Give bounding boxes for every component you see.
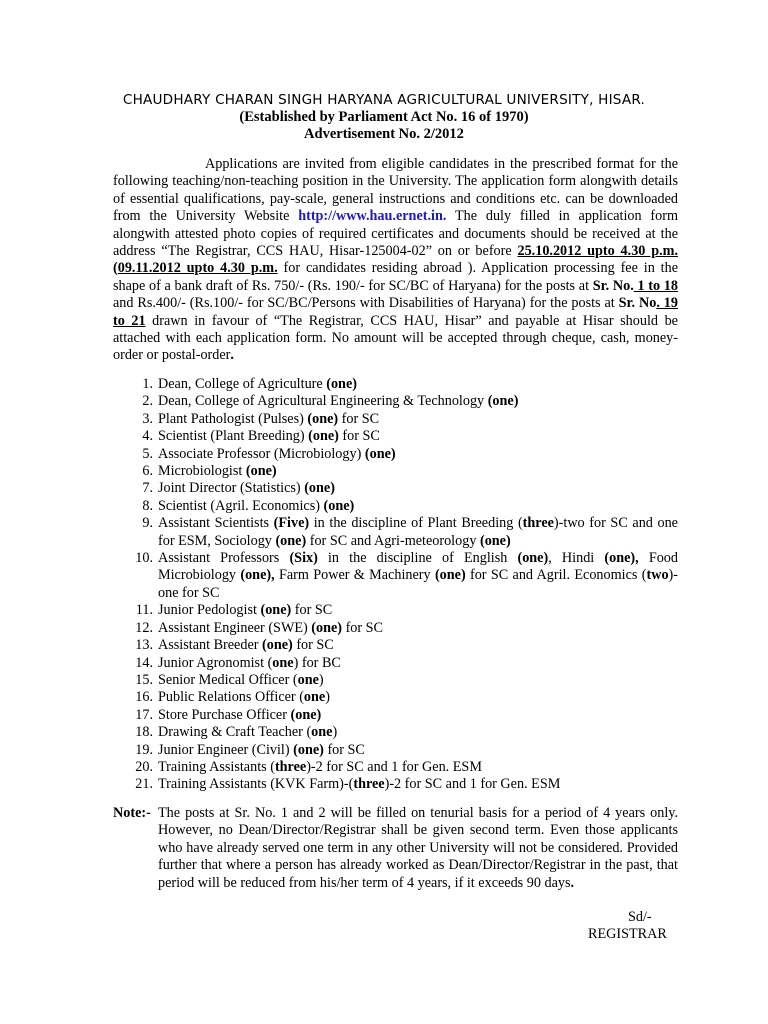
intro-text: and Rs.400/- (Rs.100/- for SC/BC/Persons with Disabilities of Haryana) for the posts at	[113, 295, 619, 312]
note-label: Note:-	[113, 805, 151, 821]
signature-title: REGISTRAR	[588, 926, 667, 942]
item-count: (one)	[293, 741, 324, 758]
item-count: (one)	[311, 619, 343, 636]
item-count: (one)	[364, 445, 396, 462]
item-count: (one)	[479, 532, 511, 549]
website-link[interactable]: http://www.hau.ernet.in.	[298, 208, 447, 225]
intro-text: .	[230, 347, 234, 364]
list-item	[113, 742, 678, 759]
item-count: (one)	[307, 410, 339, 427]
item-text: )	[332, 724, 338, 741]
list-item	[113, 446, 678, 463]
university-name: CHAUDHARY CHARAN SINGH HARYANA AGRICULTURAL UNIVERSITY, HISAR.	[122, 92, 646, 108]
note-section	[113, 805, 678, 892]
item-text: )-two for SC and one for ESM, Sociology	[158, 515, 678, 549]
item-text: in the discipline of Plant Breeding (	[309, 515, 523, 532]
item-number: 9.	[142, 515, 153, 532]
item-number: 10.	[135, 550, 153, 567]
list-item	[113, 411, 678, 428]
item-count: (one)	[487, 393, 519, 410]
item-text: for SC	[342, 619, 384, 636]
item-text: for SC	[338, 428, 380, 445]
established-line: (Established by Parliament Act No. 16 of 1970)	[239, 109, 529, 125]
item-number: 7.	[142, 480, 153, 497]
item-number: 19.	[135, 741, 153, 758]
item-number: 20.	[135, 758, 153, 775]
item-count: (one)	[434, 567, 466, 584]
list-item	[113, 724, 678, 741]
item-text: for SC and Agril. Economics (	[465, 567, 647, 584]
item-text: Assistant Breeder	[158, 637, 263, 654]
item-number: 3.	[142, 410, 153, 427]
list-item	[113, 637, 678, 654]
list-item	[113, 776, 678, 793]
item-count: (one)	[260, 602, 292, 619]
intro-text: drawn in favour of “The Registrar, CCS HAU, Hisar” and payable at Hisar should be attached with each application form. No amount will be accepted through cheque, cash, money-order or postal-order	[113, 312, 678, 364]
list-item	[113, 428, 678, 445]
item-text: ) for BC	[293, 654, 341, 671]
deadline-date-abroad: 09.11.2012 upto 4.30 p.m.	[117, 260, 278, 277]
item-number: 11.	[135, 602, 153, 619]
advertisement-number: Advertisement No. 2/2012	[304, 126, 464, 142]
item-number: 21.	[135, 776, 153, 793]
list-item	[113, 393, 678, 410]
item-count: (one)	[326, 376, 357, 392]
item-count: (one)	[323, 497, 355, 514]
intro-text: Applications are invited from eligible candidates in the prescribed format for the following teaching/non-teaching position in the University. The application form alongwith details of essential qualifications, pay-scale, general instructions and conditions etc. can be downloaded from the University Website	[113, 156, 678, 225]
item-number: 1.	[142, 376, 153, 392]
item-count: (Six)	[289, 550, 318, 567]
item-text: )	[325, 689, 330, 706]
list-item	[113, 550, 678, 602]
item-text: Drawing & Craft Teacher (	[158, 724, 312, 741]
item-number: 12.	[135, 619, 153, 636]
note-body: The posts at Sr. No. 1 and 2 will be filled on tenurial basis for a period of 4 years only. However, no Dean/Director/Registrar shall be given second term. Even those applicants who have already served one term in any other University will not be considered. Provided further that where a person has already worked as Dean/Director/Registrar in the past, that period will be reduced from his/her term of 4 years, if it exceeds 90 days	[158, 805, 678, 891]
posts-list	[113, 376, 678, 794]
item-text: )	[318, 671, 324, 688]
item-text: Training Assistants (KVK Farm)-(	[158, 776, 354, 793]
item-count: one	[311, 724, 333, 741]
item-text: )-2 for SC and 1 for Gen. ESM	[306, 758, 482, 775]
item-count: (one),	[604, 550, 639, 567]
item-count: three	[353, 776, 385, 793]
item-text: Joint Director (Statistics)	[158, 480, 305, 497]
item-text: in the discipline of English	[317, 550, 518, 567]
intro-text: (	[113, 260, 118, 277]
item-count: one	[297, 671, 319, 688]
signature-mark: Sd/-	[628, 909, 652, 925]
deadline-date: 25.10.2012 upto 4.30 p.m.	[517, 243, 678, 260]
sr-no-range: 1 to 18	[633, 277, 678, 294]
item-number: 16.	[135, 689, 153, 706]
item-number: 4.	[142, 428, 153, 445]
list-item	[113, 672, 678, 689]
item-text: Scientist (Agril. Economics)	[158, 497, 324, 514]
item-text: Associate Professor (Microbiology)	[158, 445, 365, 462]
item-count: (one)	[308, 428, 339, 445]
intro-text: for candidates residing abroad ). Application processing fee in the shape of a bank draft of Rs. 750/- (Rs. 190/- for SC/BC of Haryana) for the posts at	[113, 260, 679, 294]
intro-paragraph	[113, 156, 678, 365]
note-text	[158, 805, 678, 892]
item-text: Plant Pathologist (Pulses)	[158, 410, 308, 427]
item-text: , Hindi	[548, 550, 605, 567]
item-count: three	[522, 515, 554, 532]
item-number: 5.	[142, 445, 153, 462]
intro-text: The duly filled in application form alongwith attested photo copies of required certificates and documents should be received at the address “The Registrar, CCS HAU, Hisar-125004-02” on or before	[113, 208, 678, 260]
list-item	[113, 689, 678, 706]
item-text: Public Relations Officer (	[158, 689, 304, 706]
item-count: (one)	[245, 463, 277, 480]
item-count: (one)	[304, 480, 335, 497]
item-text: Dean, College of Agricultural Engineering & Technology	[158, 393, 488, 410]
item-text: for SC	[291, 602, 333, 619]
list-item	[113, 376, 678, 393]
sr-no-label: Sr. No	[618, 295, 657, 312]
item-text: for SC and Agri-meteorology	[306, 532, 480, 549]
item-text: Dean, College of Agriculture	[158, 376, 327, 392]
item-text: Junior Agronomist (	[158, 654, 273, 671]
item-text: Scientist (Plant Breeding)	[158, 428, 309, 445]
item-count: (one)	[262, 637, 293, 654]
list-item	[113, 620, 678, 637]
item-text: Junior Engineer (Civil)	[158, 741, 294, 758]
item-text: )-2 for SC and 1 for Gen. ESM	[384, 776, 561, 793]
note-end: .	[570, 874, 575, 891]
item-text: for SC	[323, 741, 365, 758]
list-item	[113, 655, 678, 672]
item-count: two	[646, 567, 669, 584]
item-count: one	[303, 689, 326, 706]
item-text: Junior Pedologist	[158, 602, 261, 619]
item-text: for SC	[292, 637, 334, 654]
item-text: Food Microbiology	[158, 550, 678, 584]
item-count: (one)	[275, 532, 307, 549]
item-text: Training Assistants (	[158, 758, 275, 775]
item-count: (one)	[517, 550, 549, 567]
item-text: Assistant Scientists	[158, 515, 274, 532]
item-number: 13.	[135, 637, 153, 654]
list-item	[113, 515, 678, 550]
item-text: Store Purchase Officer	[158, 706, 291, 723]
list-item	[113, 498, 678, 515]
item-text: Assistant Professors	[158, 550, 290, 567]
list-item	[113, 480, 678, 497]
item-count: three	[274, 758, 307, 775]
item-number: 6.	[142, 463, 153, 480]
item-text: )- one for SC	[158, 567, 678, 601]
item-text: Assistant Engineer (SWE)	[158, 619, 312, 636]
item-number: 2.	[142, 393, 153, 410]
item-number: 14.	[135, 654, 153, 671]
item-count: (one),	[240, 567, 275, 584]
sr-no-range: . 19 to 21	[113, 295, 678, 329]
list-item	[113, 707, 678, 724]
item-number: 17.	[135, 706, 153, 723]
item-number: 8.	[142, 497, 153, 514]
item-text: Farm Power & Machinery	[274, 567, 435, 584]
item-count: (Five)	[273, 515, 310, 532]
list-item	[113, 759, 678, 776]
sr-no-label: Sr. No.	[592, 277, 634, 294]
item-number: 15.	[135, 671, 153, 688]
item-text: Microbiologist	[158, 463, 246, 480]
list-item	[113, 602, 678, 619]
item-count: one	[272, 654, 294, 671]
item-text: for SC	[338, 410, 380, 427]
item-text: Senior Medical Officer (	[158, 671, 298, 688]
item-number: 18.	[135, 724, 153, 741]
item-count: (one)	[290, 706, 322, 723]
list-item	[113, 463, 678, 480]
